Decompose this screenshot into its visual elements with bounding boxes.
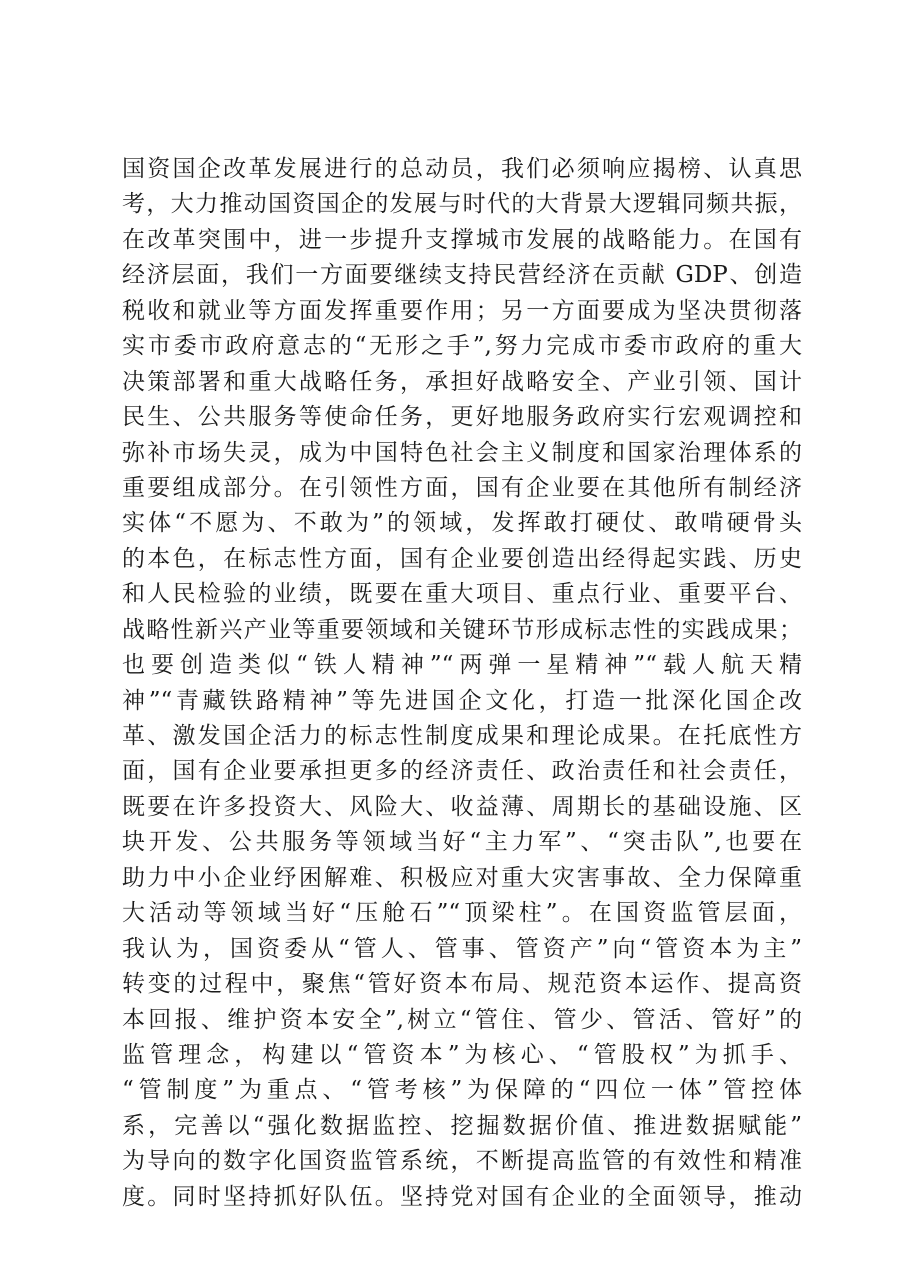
text-line: 弥补市场失灵，成为中国特色社会主义制度和国家治理体系的: [122, 439, 802, 466]
text-line: 大活动等领域当好“压舱石”“顶梁柱”。在国资监管层面，: [122, 900, 802, 927]
text-line: 块开发、公共服务等领域当好“主力军”、“突击队”,也要在: [122, 829, 802, 856]
text-line: 和人民检验的业绩，既要在重大项目、重点行业、重要平台、: [122, 581, 802, 608]
text-line: 面，国有企业要承担更多的经济责任、政治责任和社会责任，: [122, 758, 802, 785]
text-line: 考，大力推动国资国企的发展与时代的大背景大逻辑同频共振，: [122, 191, 802, 218]
text-line: 在改革突围中，进一步提升支撑城市发展的战略能力。在国有: [122, 226, 802, 253]
text-line: 民生、公共服务等使命任务，更好地服务政府实行宏观调控和: [122, 404, 802, 431]
text-line: 神”“青藏铁路精神”等先进国企文化，打造一批深化国企改: [122, 687, 802, 714]
text-line: 实市委市政府意志的“无形之手”,努力完成市委市政府的重大: [122, 333, 802, 360]
text-line: 为导向的数字化国资监管系统，不断提高监管的有效性和精准: [122, 1148, 802, 1175]
text-line: 监管理念，构建以“管资本”为核心、“管股权”为抓手、: [122, 1041, 802, 1068]
text-line: 的本色，在标志性方面，国有企业要创造出经得起实践、历史: [122, 545, 802, 572]
text-line: 国资国企改革发展进行的总动员，我们必须响应揭榜、认真思: [122, 156, 802, 182]
text-line: 决策部署和重大战略任务，承担好战略安全、产业引领、国计: [122, 368, 802, 395]
text-line: 本回报、维护资本安全”,树立“管住、管少、管活、管好”的: [122, 1006, 802, 1033]
text-line: 重要组成部分。在引领性方面，国有企业要在其他所有制经济: [122, 474, 802, 501]
text-line: “管制度”为重点、“管考核”为保障的“四位一体”管控体: [122, 1077, 802, 1104]
text-line: 战略性新兴产业等重要领域和关键环节形成标志性的实践成果；: [122, 616, 802, 643]
text-line: 度。同时坚持抓好队伍。坚持党对国有企业的全面领导，推动: [122, 1183, 802, 1210]
text-line: 转变的过程中，聚焦“管好资本布局、规范资本运作、提高资: [122, 971, 802, 998]
text-line: 实体“不愿为、不敢为”的领域，发挥敢打硬仗、敢啃硬骨头: [122, 510, 802, 537]
text-line: 税收和就业等方面发挥重要作用；另一方面要成为坚决贯彻落: [122, 297, 802, 324]
text-line: 我认为，国资委从“管人、管事、管资产”向“管资本为主”: [122, 935, 802, 962]
text-line: 既要在许多投资大、风险大、收益薄、周期长的基础设施、区: [122, 793, 802, 820]
text-line: 助力中小企业纾困解难、积极应对重大灾害事故、全力保障重: [122, 864, 802, 891]
body-paragraph: [122, 152, 802, 1215]
text-line: 革、激发国企活力的标志性制度成果和理论成果。在托底性方: [122, 723, 802, 749]
text-line: 也要创造类似“铁人精神”“两弹一星精神”“载人航天精: [122, 652, 802, 679]
text-line: 系，完善以“强化数据监控、挖掘数据价值、推进数据赋能”: [122, 1112, 802, 1139]
text-line: 经济层面，我们一方面要继续支持民营经济在贡献 GDP、创造: [122, 262, 802, 289]
